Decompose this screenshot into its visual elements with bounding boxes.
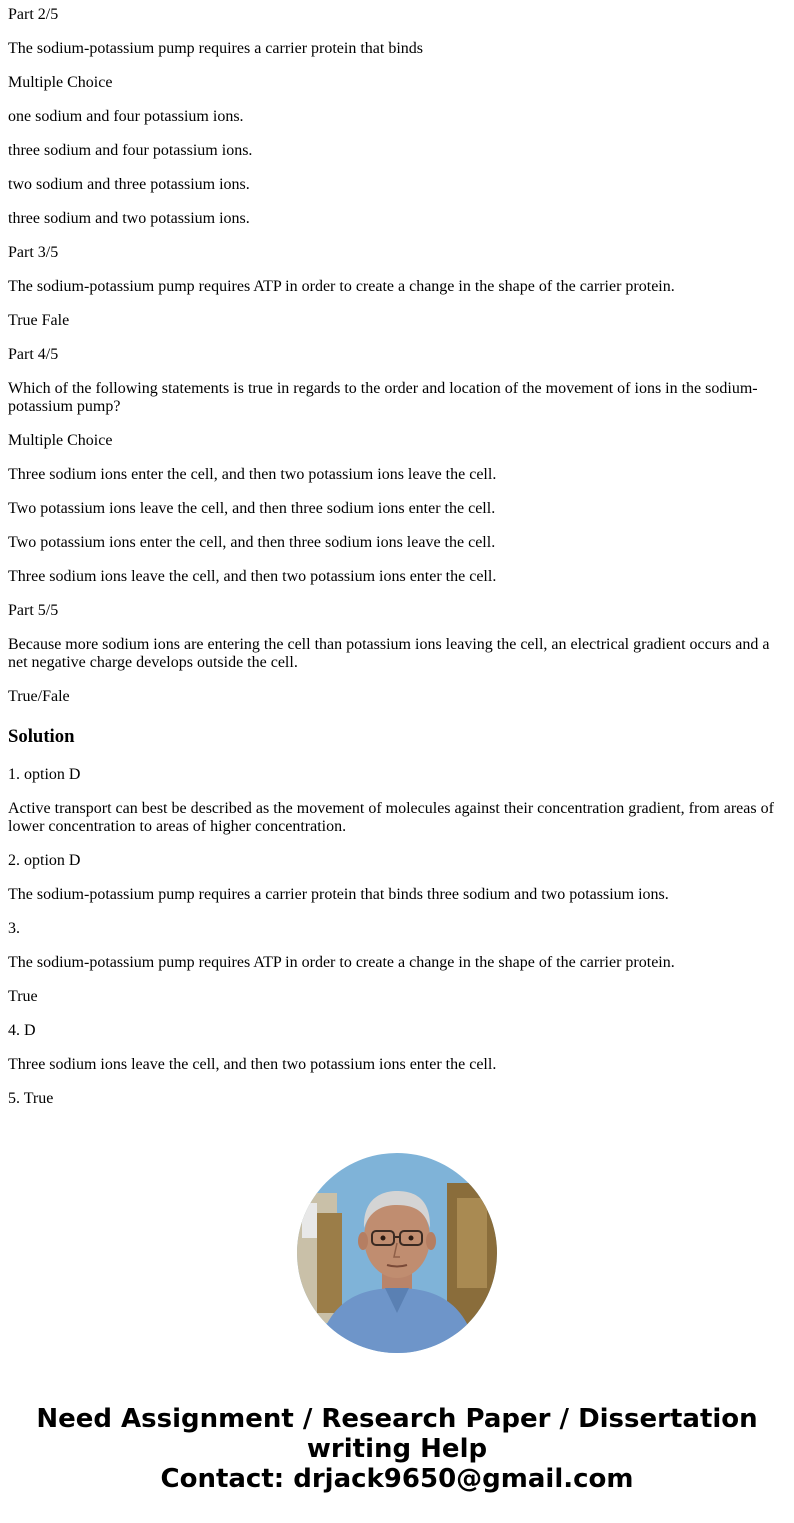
part4-heading: Part 4/5 [8, 346, 59, 363]
part2-option-d: three sodium and two potassium ions. [8, 210, 250, 227]
part2-option-c: two sodium and three potassium ions. [8, 176, 250, 193]
promo-contact: Contact: drjack9650@gmail.com [160, 1464, 634, 1494]
solution-line: 1. option D [8, 766, 81, 783]
solution-line: The sodium-potassium pump requires a carrier protein that binds three sodium and two potassium ions. [8, 886, 669, 903]
part5-type: True/Fale [8, 688, 70, 705]
part3-type: True Fale [8, 312, 70, 329]
author-avatar [297, 1153, 497, 1353]
part4-option-b: Two potassium ions leave the cell, and then three sodium ions enter the cell. [8, 500, 496, 517]
solution-heading: Solution [8, 726, 75, 747]
solution-line: 3. [8, 920, 20, 937]
promo-line-1: Need Assignment / Research Paper / Dissertation [36, 1404, 758, 1434]
part5-question: Because more sodium ions are entering the cell than potassium ions leaving the cell, an electrical gradient occurs and a net negative charge develops outside the cell. [8, 636, 770, 671]
part4-question: Which of the following statements is true in regards to the order and location of the movement of ions in the sodium-potassium pump? [8, 380, 758, 415]
part5-heading: Part 5/5 [8, 602, 59, 619]
solution-line: The sodium-potassium pump requires ATP in order to create a change in the shape of the carrier protein. [8, 954, 675, 971]
solution-line: 5. True [8, 1090, 54, 1107]
part4-option-d: Three sodium ions leave the cell, and then two potassium ions enter the cell. [8, 568, 497, 585]
part3-question: The sodium-potassium pump requires ATP in order to create a change in the shape of the carrier protein. [8, 278, 675, 295]
part2-type: Multiple Choice [8, 74, 113, 91]
part4-type: Multiple Choice [8, 432, 113, 449]
promo-banner [0, 1404, 794, 1494]
part2-question: The sodium-potassium pump requires a carrier protein that binds [8, 40, 424, 57]
part4-option-c: Two potassium ions enter the cell, and then three sodium ions leave the cell. [8, 534, 496, 551]
part4-option-a: Three sodium ions enter the cell, and then two potassium ions leave the cell. [8, 466, 497, 483]
part3-heading: Part 3/5 [8, 244, 59, 261]
document-body [8, 0, 786, 1124]
part2-option-b: three sodium and four potassium ions. [8, 142, 253, 159]
part2-heading: Part 2/5 [8, 6, 59, 23]
solution-line: 2. option D [8, 852, 81, 869]
solution-line: True [8, 988, 38, 1005]
solution-line: Three sodium ions leave the cell, and then two potassium ions enter the cell. [8, 1056, 497, 1073]
solution-line: Active transport can best be described as the movement of molecules against their concentration gradient, from areas of lower concentration to areas of higher concentration. [8, 800, 774, 835]
promo-line-2: writing Help [306, 1434, 488, 1464]
part2-option-a: one sodium and four potassium ions. [8, 108, 244, 125]
solution-line: 4. D [8, 1022, 36, 1039]
